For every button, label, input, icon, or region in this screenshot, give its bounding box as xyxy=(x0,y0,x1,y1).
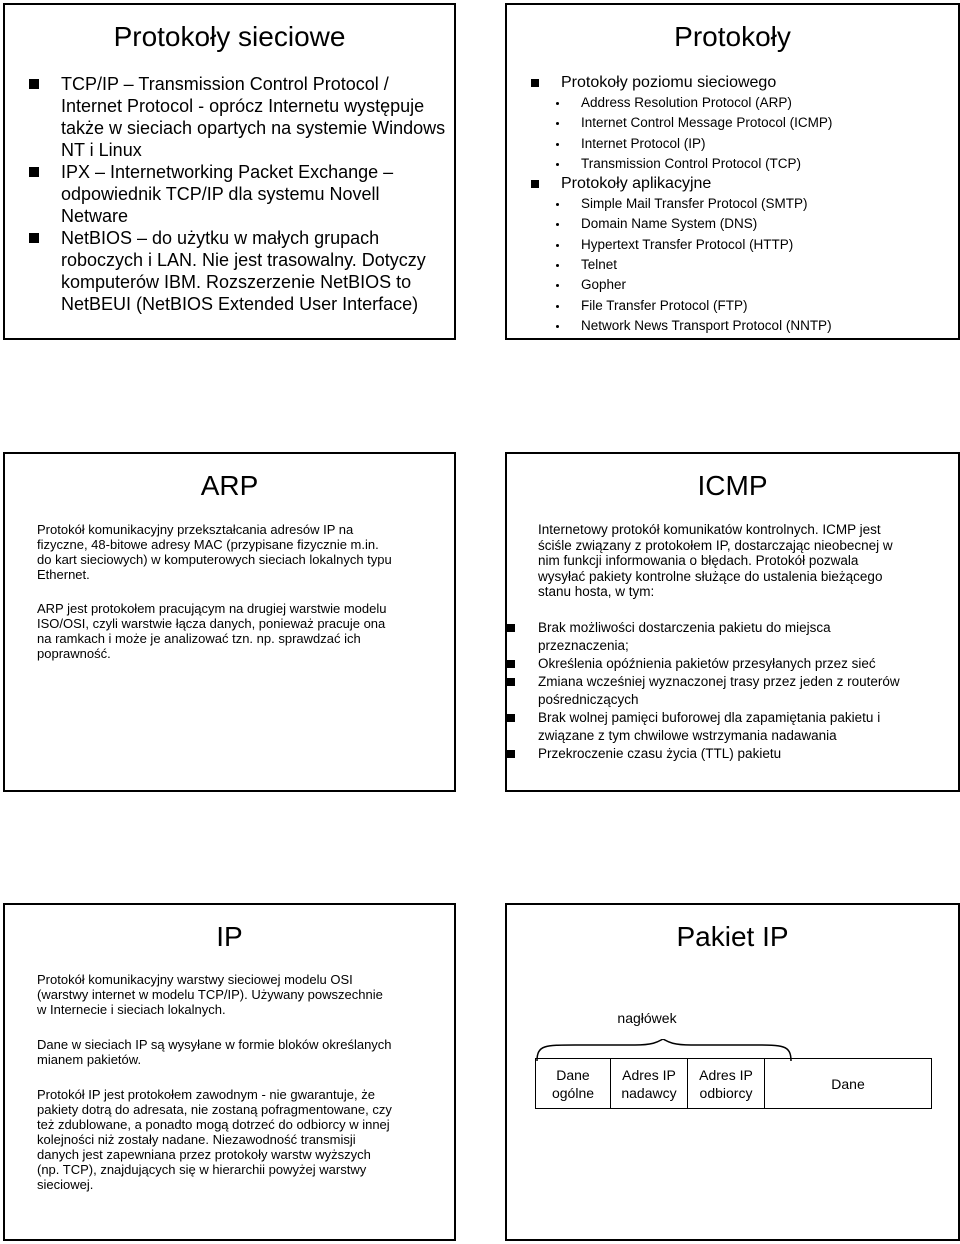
list-item: Transmission Control Protocol (TCP) xyxy=(581,154,960,174)
item-line: NT i Linux xyxy=(61,140,142,160)
list-item: Gopher xyxy=(581,275,960,295)
group-label: Protokoły aplikacyjne xyxy=(561,175,712,193)
dot-bullet-icon xyxy=(556,305,559,308)
group-heading xyxy=(561,73,956,93)
packet-field-data: Dane xyxy=(764,1058,932,1109)
dot-bullet-icon xyxy=(556,284,559,287)
list-item: Zmiana wcześniej wyznaczonej trasy przez jeden z routerów pośredniczących xyxy=(538,673,958,709)
protocol-list xyxy=(561,73,956,336)
slide-icmp xyxy=(505,452,960,792)
list-item xyxy=(61,73,451,161)
intro-paragraph: Internetowy protokół komunikatów kontrolnych. ICMP jest ściśle związany z protokołem IP, dostarczając nieobecnej w nim funkcji informowania o błędach. Protokół pozwala wysyłać pakiety kontrolne służące do ustalenia bieżącego stanu hosta, w tym: xyxy=(538,522,893,599)
square-bullet-icon xyxy=(29,79,39,89)
item-line: Netware xyxy=(61,206,129,226)
slide-ip xyxy=(3,903,456,1241)
list-item: Simple Mail Transfer Protocol (SMTP) xyxy=(581,194,960,214)
slide-title: ARP xyxy=(200,470,259,501)
dot-bullet-icon xyxy=(556,102,559,105)
item-line: NetBEUI (NetBIOS Extended User Interface) xyxy=(61,294,419,314)
item-line: także w sieciach opartych na systemie Windows xyxy=(61,118,446,138)
list-item: Internet Control Message Protocol (ICMP) xyxy=(581,113,960,133)
list-item xyxy=(61,161,451,227)
slide-pakiet-ip xyxy=(505,903,960,1241)
slide-title: ICMP xyxy=(697,470,768,501)
square-bullet-icon xyxy=(507,660,515,668)
square-bullet-icon xyxy=(507,750,515,758)
item-line: roboczych i LAN. Nie jest trasowalny. Dotyczy xyxy=(61,250,426,270)
group-heading xyxy=(561,174,956,194)
list-item: Telnet xyxy=(581,255,960,275)
slide-title: IP xyxy=(216,921,243,952)
list-item: Brak wolnej pamięci buforowej dla zapamiętania pakietu i związane z tym chwilowe wstrzymania nadawania xyxy=(538,709,958,745)
item-line: Internet Protocol - oprócz Internetu występuje xyxy=(61,96,425,116)
slide-protokoly xyxy=(505,3,960,340)
bullet-list xyxy=(538,619,958,763)
dot-bullet-icon xyxy=(556,163,559,166)
paragraph: Protokół IP jest protokołem zawodnym - nie gwarantuje, że pakiety dotrą do adresata, nie zostaną pofragmentowane, czy też zdublowane, a ponadto mogą dotrzeć do odbiorcy w innej kolejności niż zostały nadane. Niezawodność transmisji danych jest zapewniana przez protokoły warstw wyższych (np. TCP), znajdujących się w hierarchii powyżej warstwy sieciowej. xyxy=(37,1087,392,1192)
dot-bullet-icon xyxy=(556,244,559,247)
sublist-application xyxy=(581,194,960,336)
list-item: File Transfer Protocol (FTP) xyxy=(581,296,960,316)
list-item: Address Resolution Protocol (ARP) xyxy=(581,93,960,113)
list-item: Określenia opóźnienia pakietów przesyłanych przez sieć xyxy=(538,655,958,673)
list-item: Domain Name System (DNS) xyxy=(581,214,960,234)
dot-bullet-icon xyxy=(556,223,559,226)
slide-protokoly-sieciowe xyxy=(3,3,456,340)
square-bullet-icon xyxy=(507,624,515,632)
item-line: odpowiednik TCP/IP dla systemu Novell xyxy=(61,184,380,204)
item-line: TCP/IP – Transmission Control Protocol / xyxy=(61,74,389,94)
sublist-network xyxy=(581,93,960,174)
header-label: nagłówek xyxy=(617,1010,677,1026)
slide-title: Pakiet IP xyxy=(676,921,789,952)
list-item: Brak możliwości dostarczenia pakietu do miejsca przeznaczenia; xyxy=(538,619,958,655)
list-item: Network News Transport Protocol (NNTP) xyxy=(581,316,960,336)
square-bullet-icon xyxy=(29,233,39,243)
list-item xyxy=(61,227,451,315)
list-item: Przekroczenie czasu życia (TTL) pakietu xyxy=(538,745,958,763)
square-bullet-icon xyxy=(507,678,515,686)
square-bullet-icon xyxy=(531,79,539,87)
packet-field-dest-ip: Adres IP odbiorcy xyxy=(687,1058,765,1109)
bullet-list xyxy=(61,73,451,315)
paragraph: Protokół komunikacyjny warstwy sieciowej modelu OSI (warstwy internet w modelu TCP/IP). Używany powszechnie w Internecie i sieciach lokalnych. xyxy=(37,972,383,1017)
square-bullet-icon xyxy=(29,167,39,177)
item-line: NetBIOS – do użytku w małych grupach xyxy=(61,228,380,248)
dot-bullet-icon xyxy=(556,122,559,125)
dot-bullet-icon xyxy=(556,143,559,146)
packet-field-general: Dane ogólne xyxy=(535,1058,611,1109)
paragraph: Protokół komunikacyjny przekształcania adresów IP na fizyczne, 48-bitowe adresy MAC (przypisane fizycznie m.in. do kart sieciowych) w komputerowych sieciach lokalnych typu Ethernet. xyxy=(37,522,392,582)
item-line: IPX – Internetworking Packet Exchange – xyxy=(61,162,394,182)
packet-field-source-ip: Adres IP nadawcy xyxy=(610,1058,688,1109)
dot-bullet-icon xyxy=(556,203,559,206)
paragraph: Dane w sieciach IP są wysyłane w formie bloków określanych mianem pakietów. xyxy=(37,1037,392,1067)
slide-title: Protokoły xyxy=(674,21,791,52)
list-item: Internet Protocol (IP) xyxy=(581,134,960,154)
dot-bullet-icon xyxy=(556,264,559,267)
dot-bullet-icon xyxy=(556,325,559,328)
item-line: komputerów IBM. Rozszerzenie NetBIOS to xyxy=(61,272,412,292)
paragraph: ARP jest protokołem pracującym na drugiej warstwie modelu ISO/OSI, czyli warstwie łącza danych, ponieważ pracuje ona na ramkach i może je analizować tzn. np. sprawdzać ich poprawność. xyxy=(37,601,387,661)
group-label: Protokoły poziomu sieciowego xyxy=(561,74,777,91)
slide-arp xyxy=(3,452,456,792)
list-item: Hypertext Transfer Protocol (HTTP) xyxy=(581,235,960,255)
slide-title: Protokoły sieciowe xyxy=(113,21,346,52)
square-bullet-icon xyxy=(507,714,515,722)
square-bullet-icon xyxy=(531,180,539,188)
